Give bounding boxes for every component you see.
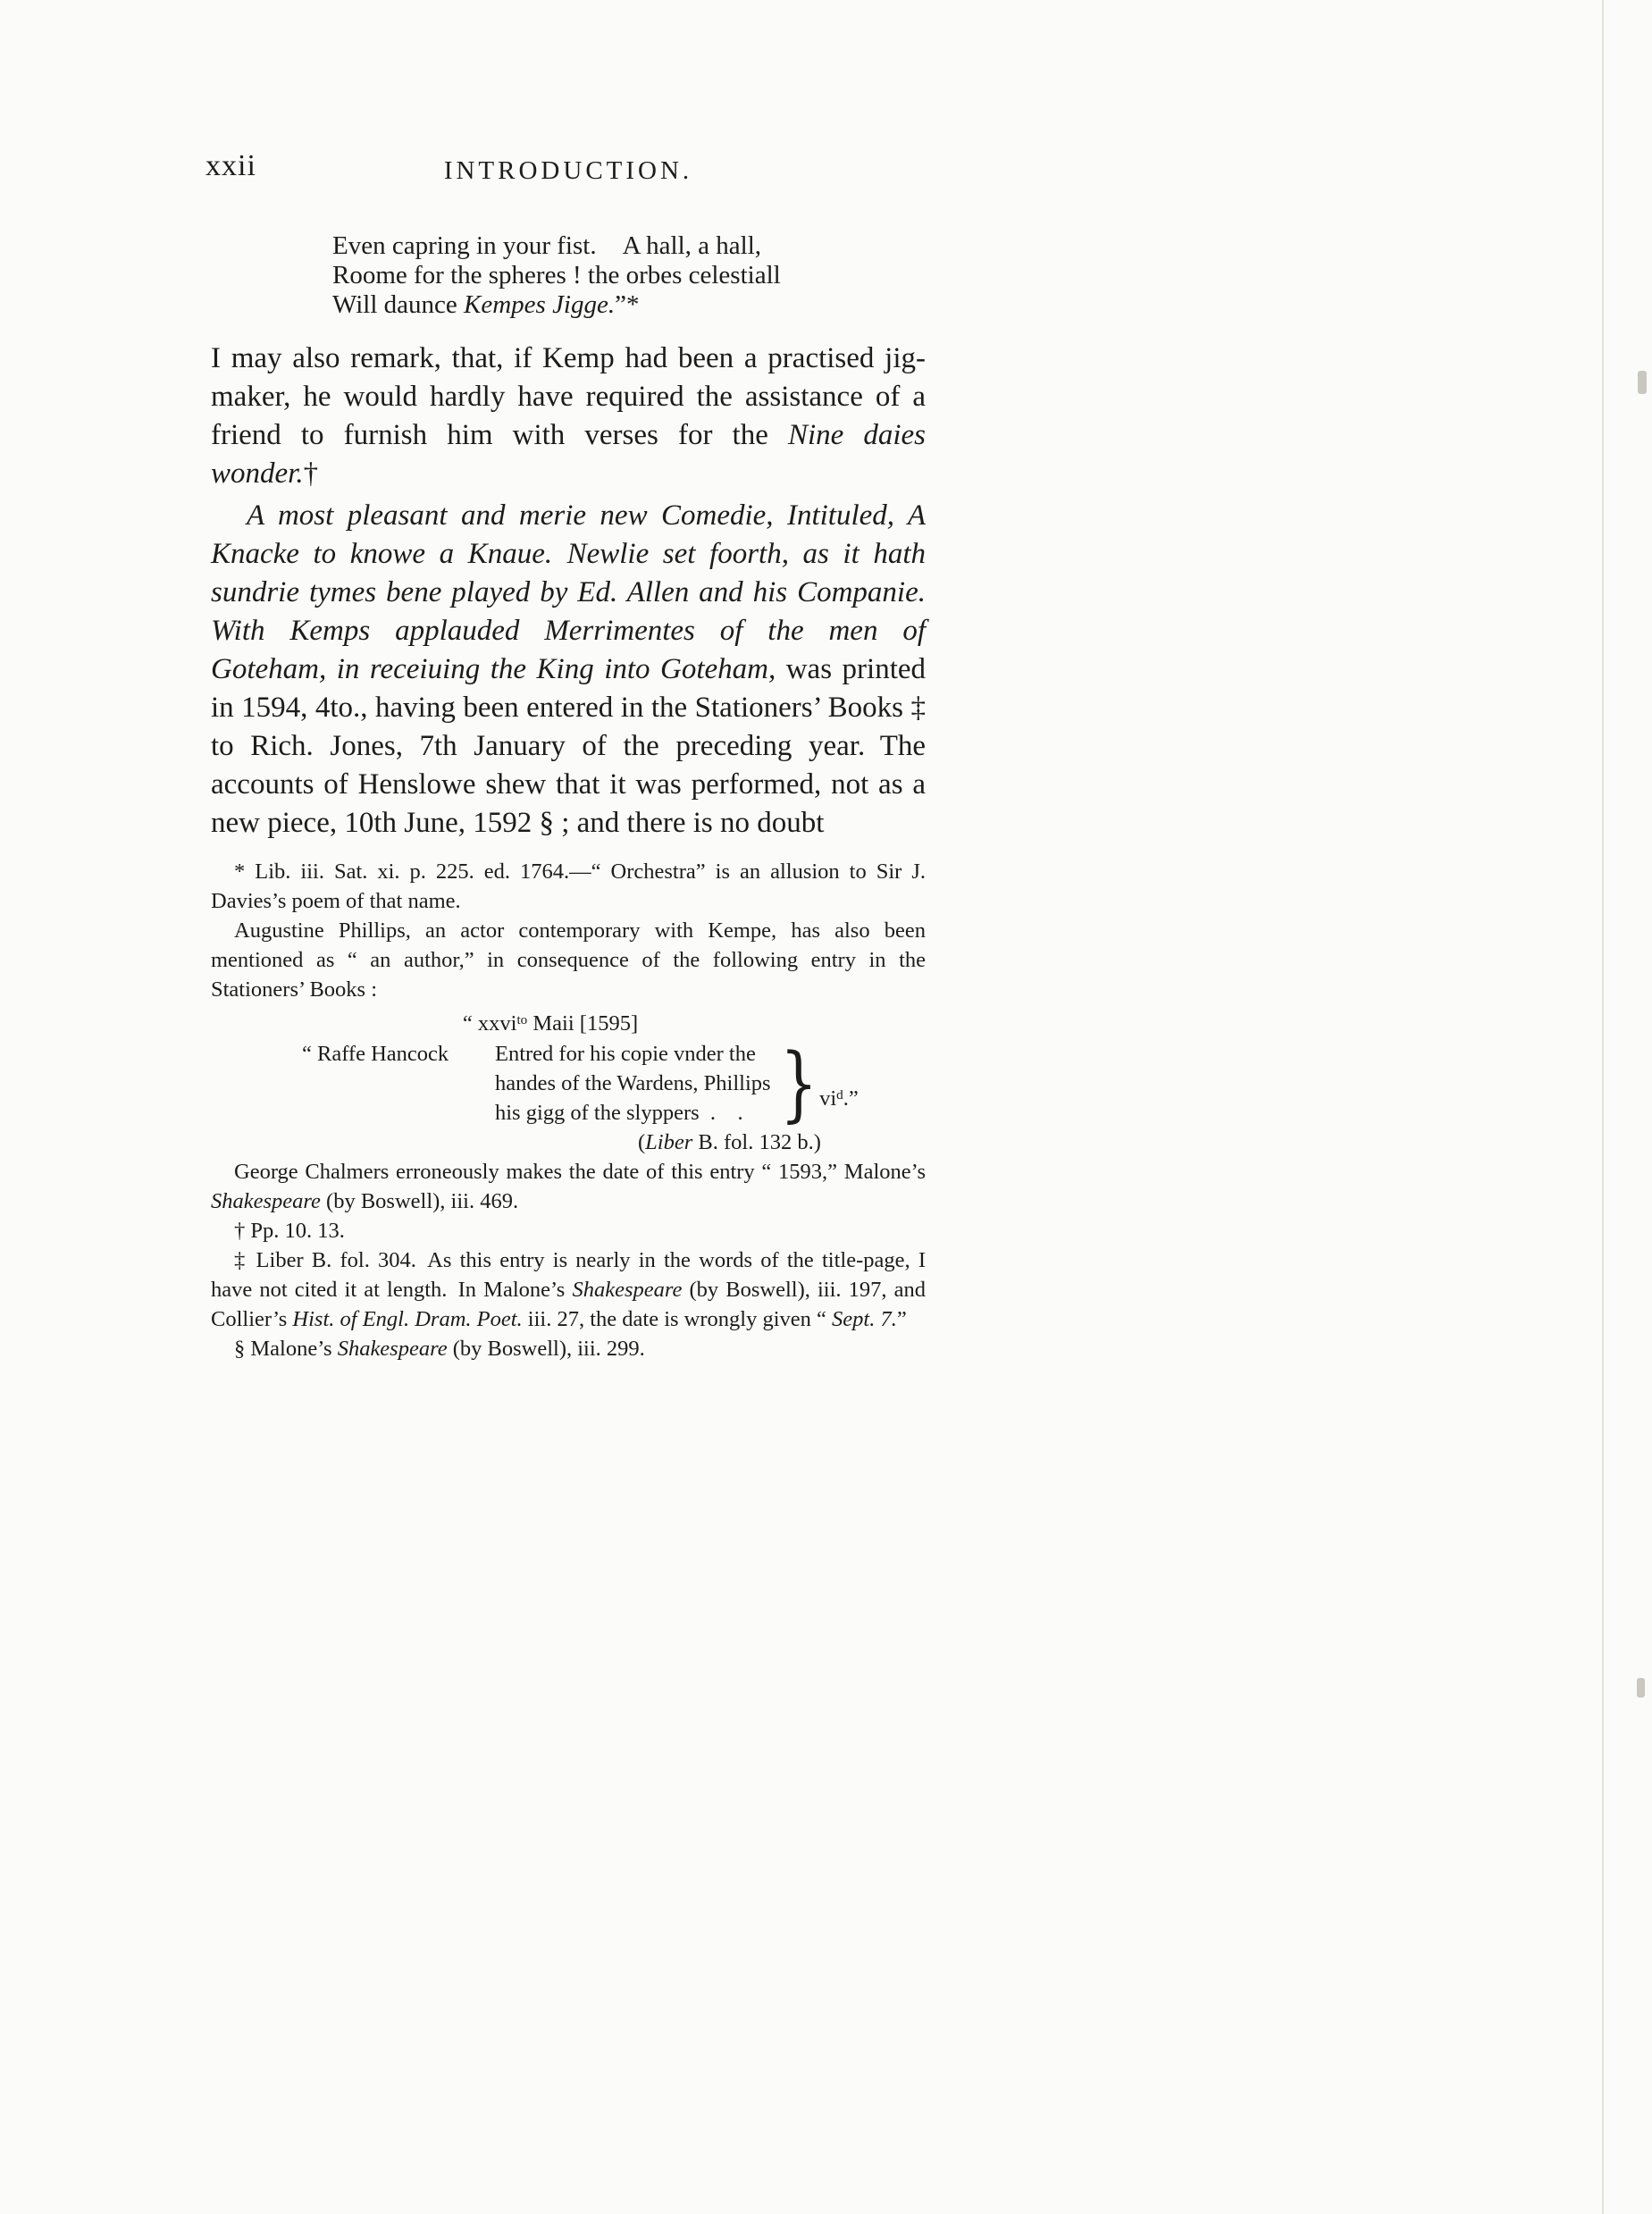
scan-artifact bbox=[1638, 371, 1647, 394]
verse-quote bbox=[332, 231, 926, 320]
entry-line: handes of the Wardens, Phillips bbox=[495, 1070, 771, 1095]
footnote-section: § Malone’s Shakespeare (by Boswell), iii. 299. bbox=[234, 1336, 645, 1361]
verse-line: Will daunce Kempes Jigge.”* bbox=[332, 290, 640, 319]
footnote-double-dagger: ‡ Liber B. fol. 304. As this entry is nearly in the words of the title-page, I have not cited it at length. In Malone’s Shakespeare (by Boswell), iii. 197, and Collier’s Hist. of Engl. Dram. Poet. iii. 27, the date is wrongly given “ Sept. 7.” bbox=[211, 1247, 927, 1331]
page-header bbox=[205, 147, 926, 194]
verse-line: Roome for the spheres ! the orbes celestiall bbox=[332, 261, 781, 289]
footnote-star: * Lib. iii. Sat. xi. p. 225. ed. 1764.—“ Orchestra” is an allusion to Sir J. Davies’s poem of that name. bbox=[211, 860, 926, 913]
page-heading: INTRODUCTION. bbox=[443, 156, 693, 185]
entry-line: Entred for his copie vnder the bbox=[495, 1041, 756, 1066]
entry-text bbox=[495, 1039, 771, 1128]
verse-line: Even capring in your fist. A hall, a hall, bbox=[332, 231, 762, 260]
footnotes bbox=[211, 857, 926, 1363]
entry-line: his gigg of the slyppers . . bbox=[495, 1100, 743, 1125]
body-paragraph: I may also remark, that, if Kemp had been a practised jig-maker, he would hardly have required the assistance of a friend to furnish him with verses for the Nine daies wonder.† bbox=[211, 342, 927, 490]
footnote-dagger: † Pp. 10. 13. bbox=[234, 1218, 345, 1243]
entry-name: “ Raffe Hancock bbox=[302, 1041, 449, 1066]
footnote-chalmers: George Chalmers erroneously makes the date of this entry “ 1593,” Malone’s Shakespeare (by Boswell), iii. 469. bbox=[211, 1159, 926, 1213]
entry-fee: $vi^d$.” bbox=[819, 1086, 859, 1111]
page-content bbox=[205, 147, 927, 1363]
entry-attribution: (Liber B. fol. 132 b.) bbox=[638, 1129, 821, 1154]
footnote-phillips: Augustine Phillips, an actor contemporary with Kempe, has also been mentioned as “ an author,” in consequence of the following entry in the Stationers’ Books : bbox=[211, 918, 926, 1002]
page-number: xxii bbox=[205, 149, 256, 182]
stationers-entry-date: “ xxvi$^{to}$ Maii [1595] bbox=[462, 1011, 639, 1036]
page-edge-shadow bbox=[1602, 0, 1604, 2214]
stationers-entry bbox=[302, 1035, 926, 1131]
brace-glyph: } bbox=[779, 1035, 818, 1131]
scan-artifact bbox=[1637, 1678, 1645, 1698]
body-paragraph: A most pleasant and merie new Comedie, Intituled, A Knacke to knowe a Knaue. Newlie set foorth, as it hath sundrie tymes bene played by Ed. Allen and his Companie. With Kemps applauded Merrimentes of the men of Goteham, in receiuing the King into Goteham, was printed in 1594, 4to., having been entered in the Stationers’ Books ‡ to Rich. Jones, 7th January of the preceding year. The accounts of Henslowe shew that it was performed, not as a new piece, 10th June, 1592 § ; and there is no doubt bbox=[211, 499, 927, 839]
